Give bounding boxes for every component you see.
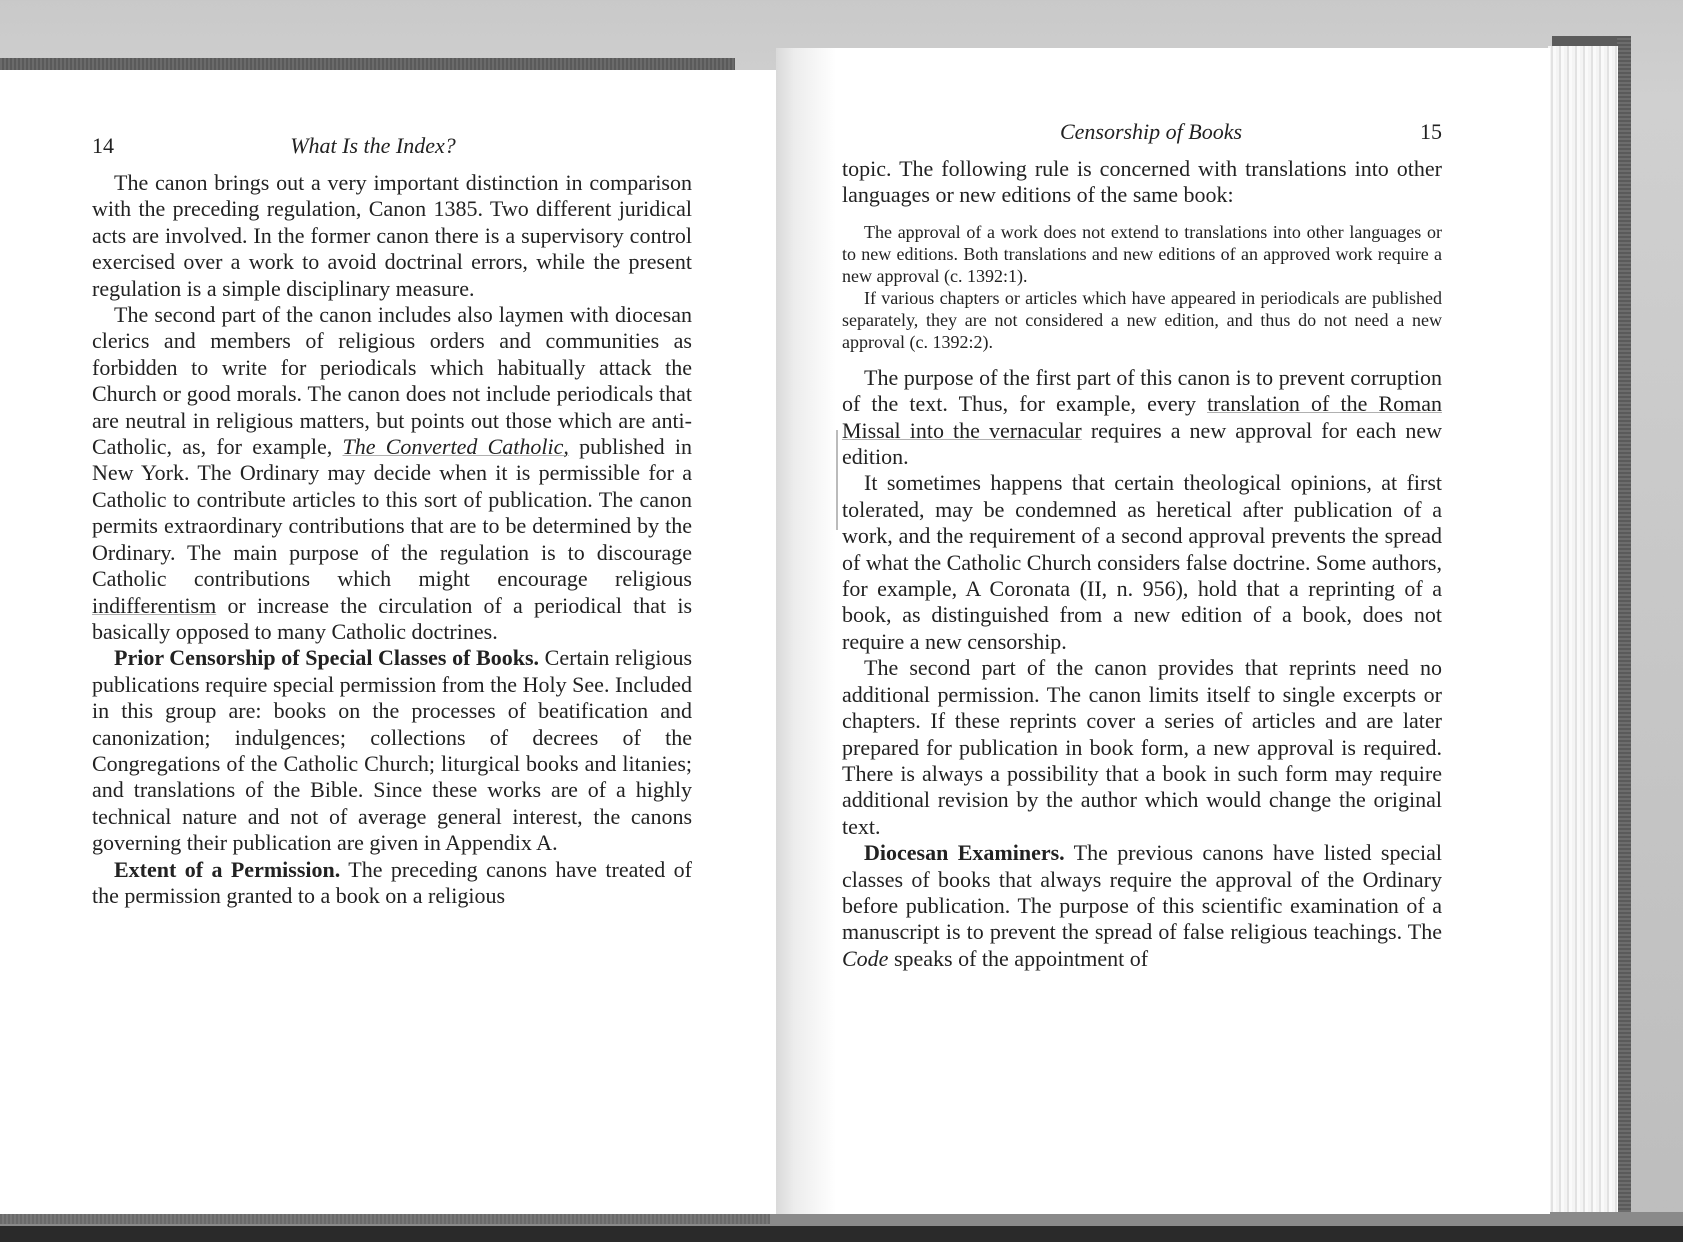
block-quote: [842, 221, 1442, 353]
book-cover-right-edge: [1617, 36, 1631, 1216]
text-span: speaks of the appointment of: [893, 945, 1149, 971]
paragraph: The second part of the canon provides that reprints need no additional permission. The canon limits itself to single excerpts or chapters. If these reprints cover a series of articles and are later prepared for publication in book form, a new approval is required. There is always a possibility that a book in such form may require additional revision by the author which would change the original text.: [842, 655, 1442, 839]
text-span: The preceding canons have treated of the permission granted to a book on a religious: [92, 856, 693, 908]
paragraph: [92, 302, 692, 645]
section-heading: Prior Censorship of Special Classes of Books.: [114, 645, 540, 671]
text-span: Certain religious publications require special permission from the Holy See. Included in this group are: books on the processes of beatification and canonization; indulgences; collections of decrees of the Congregations of the Catholic Church; liturgical books and litanies; and translations of the Bible. Since these works are of a highly technical nature and not of average general interest, the canons governing their publication are given in Appendix A.: [92, 645, 693, 856]
text-span: published in New York. The Ordinary may decide when it is permissible for a Catholic to contribute articles to this sort of publication. The canon permits extraordinary contributions that are to be determined by the Ordinary. The main purpose of the regulation is to discourage Catholic contributions which might encourage religious: [92, 434, 692, 592]
paragraph: [92, 645, 692, 856]
paragraph: The canon brings out a very important distinction in comparison with the preceding regulation, Canon 1385. Two different juridical acts are involved. In the former canon there is a supervisory control exercised over a work to avoid doctrinal errors, while the present regulation is a simple disciplinary measure.: [92, 170, 692, 301]
running-head-title: What Is the Index?: [290, 133, 456, 158]
italic-word: Code: [842, 945, 889, 971]
quote-paragraph: If various chapters or articles which have appeared in periodicals are published separately, they are not considered a new edition, and thus do not need a new approval (c. 1392:2).: [842, 287, 1442, 352]
paragraph: [842, 365, 1442, 471]
underlined-word: indifferentism: [92, 592, 217, 618]
text-span: The second part of the canon includes also laymen with diocesan clerics and members of religious orders and communities as forbidden to write for periodicals which habitually attack the Church or good morals. The canon does not include periodicals that are neutral in religious matters, but points out those which are anti-Catholic, as, for example,: [92, 302, 692, 460]
right-running-head: [842, 118, 1442, 146]
section-heading: Diocesan Examiners.: [864, 840, 1065, 866]
paragraph: It sometimes happens that certain theological opinions, at first tolerated, may be condemned as heretical after publication of a work, and the requirement of a second approval prevents the spread of what the Catholic Church considers false doctrine. Some authors, for example, A Coronata (II, n. 956), hold that a reprinting of a book, as distinguished from a new edition of a book, does not require a new censorship.: [842, 470, 1442, 654]
page-block-edges: [1548, 46, 1618, 1212]
table-surface-shadow: [0, 1226, 1683, 1242]
text-span: The previous canons have listed special classes of books that always require the approval of the Ordinary before publication. The purpose of this scientific examination of a manuscript is to prevent the spread of false religious teachings. The: [842, 840, 1442, 945]
right-page-text: [842, 118, 1442, 972]
paragraph: topic. The following rule is concerned with translations into other languages or new editions of the same book:: [842, 156, 1442, 208]
periodical-title: The Converted Catholic,: [342, 434, 569, 460]
quote-paragraph: The approval of a work does not extend to translations into other languages or to new editions. Both translations and new editions of an approved work require a new approval (c. 1392:1).: [842, 221, 1442, 286]
pencil-margin-mark: [836, 430, 838, 530]
book-cover-bottom-left-edge: [0, 1214, 770, 1224]
text-span: or increase the circulation of a periodical that is basically opposed to many Catholic doctrines.: [92, 592, 693, 644]
page-number: 14: [92, 133, 114, 158]
text-span: The purpose of the first part of this canon is to prevent corruption of the text. Thus, for example, every: [842, 364, 1442, 417]
page-number: 15: [1420, 119, 1442, 144]
left-running-head: [92, 132, 692, 160]
running-head-title: Censorship of Books: [1059, 119, 1243, 144]
left-page-text: [92, 132, 692, 909]
section-heading: Extent of a Permission.: [114, 856, 341, 882]
book-gutter: [776, 48, 836, 1214]
text-span: requires a new approval for each new edition.: [842, 417, 1442, 470]
paragraph: [842, 840, 1442, 972]
underlined-phrase: translation of the Roman Missal into the vernacular: [842, 391, 1442, 443]
paragraph: [92, 857, 692, 910]
